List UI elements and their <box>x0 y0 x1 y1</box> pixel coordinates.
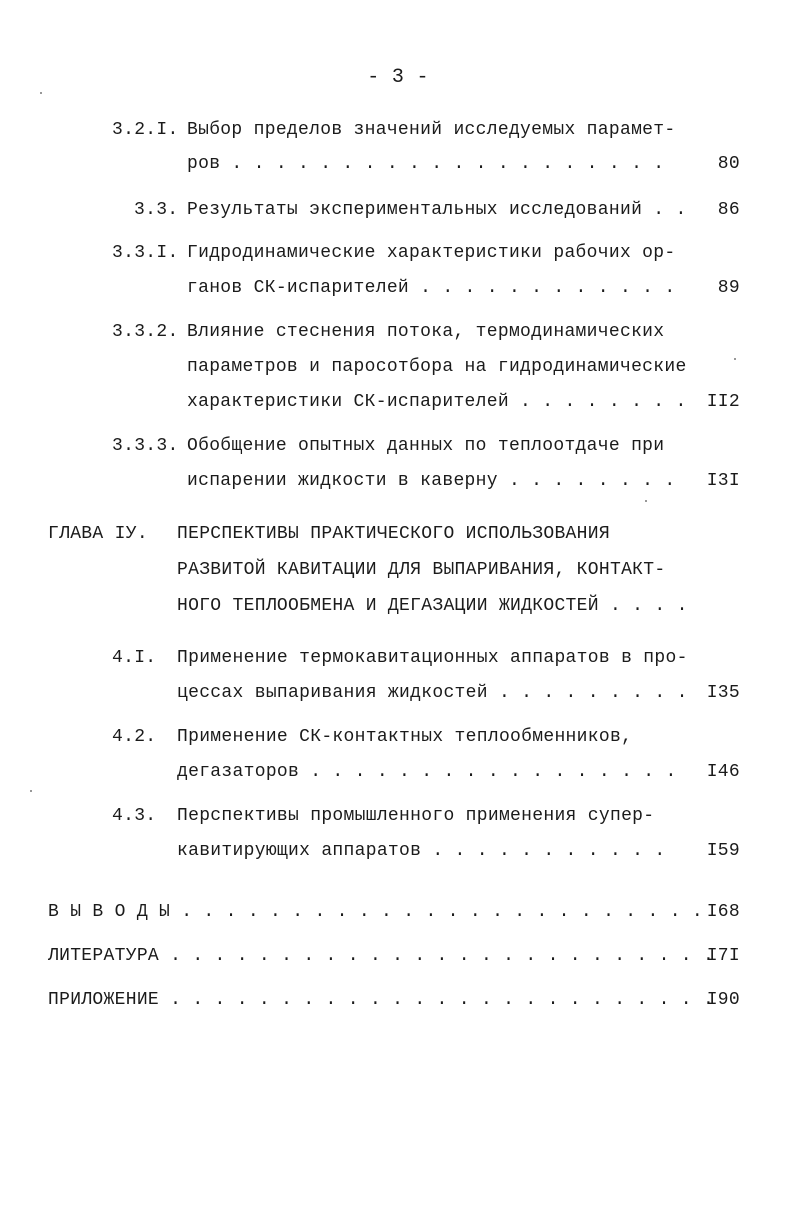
entry-title-line: В Ы В О Д Ы . . . . . . . . . . . . . . . . . . . . . . . . <box>48 902 704 922</box>
page-ref: I46 <box>706 762 740 782</box>
chapter-title-line: РАЗВИТОЙ КАВИТАЦИИ ДЛЯ ВЫПАРИВАНИЯ, КОНТАКТ- <box>177 560 666 580</box>
page-ref: I3I <box>706 471 740 491</box>
scan-speck <box>645 500 647 502</box>
chapter-number: ГЛАВА IУ. <box>48 524 148 544</box>
page-ref: 86 <box>717 200 740 220</box>
page-ref: 80 <box>717 154 740 174</box>
entry-title-line: ров . . . . . . . . . . . . . . . . . . . . <box>187 154 665 174</box>
entry-title-line: характеристики СК-испарителей . . . . . . . . <box>187 392 687 412</box>
entry-title-line: Применение термокавитационных аппаратов в про- <box>177 648 688 668</box>
entry-title-line: Гидродинамические характеристики рабочих ор- <box>187 243 676 263</box>
entry-title-line: Результаты экспериментальных исследований . . <box>187 200 687 220</box>
page-ref: I7I <box>706 946 740 966</box>
entry-title-line: Обобщение опытных данных по теплоотдаче при <box>187 436 665 456</box>
section-number: 3.2.I. <box>112 120 179 140</box>
page-ref: I90 <box>706 990 740 1010</box>
section-number: 4.3. <box>112 806 157 826</box>
section-number: 3.3. <box>134 200 179 220</box>
page-ref: 89 <box>717 278 740 298</box>
entry-title-line: Выбор пределов значений исследуемых парамет- <box>187 120 676 140</box>
entry-title-line: испарении жидкости в каверну . . . . . . . . <box>187 471 676 491</box>
entry-title-line: дегазаторов . . . . . . . . . . . . . . . . . <box>177 762 677 782</box>
section-number: 3.3.2. <box>112 322 179 342</box>
section-number: 3.3.I. <box>112 243 179 263</box>
entry-title-line: Применение СК-контактных теплообменников, <box>177 727 633 747</box>
chapter-title-line: НОГО ТЕПЛООБМЕНА И ДЕГАЗАЦИИ ЖИДКОСТЕЙ . . . . <box>177 596 688 616</box>
entry-title-line: кавитирующих аппаратов . . . . . . . . . . . <box>177 841 666 861</box>
scan-speck <box>40 92 42 94</box>
chapter-title-line: ПЕРСПЕКТИВЫ ПРАКТИЧЕСКОГО ИСПОЛЬЗОВАНИЯ <box>177 524 610 544</box>
entry-title-line: ганов СК-испарителей . . . . . . . . . . . . <box>187 278 676 298</box>
scan-speck <box>734 358 736 360</box>
page-ref: I68 <box>706 902 740 922</box>
scan-speck <box>30 790 32 792</box>
entry-title-line: ПРИЛОЖЕНИЕ . . . . . . . . . . . . . . . . . . . . . . . . . <box>48 990 715 1010</box>
entry-title-line: цессах выпаривания жидкостей . . . . . . . . . <box>177 683 688 703</box>
page-ref: I35 <box>706 683 740 703</box>
page-number: - 3 - <box>367 66 429 89</box>
section-number: 3.3.3. <box>112 436 179 456</box>
page-ref: I59 <box>706 841 740 861</box>
page-ref: II2 <box>706 392 740 412</box>
section-number: 4.2. <box>112 727 157 747</box>
entry-title-line: Влияние стеснения потока, термодинамических <box>187 322 665 342</box>
entry-title-line: Перспективы промышленного применения супер- <box>177 806 655 826</box>
entry-title-line: параметров и паросотбора на гидродинамические <box>187 357 687 377</box>
entry-title-line: ЛИТЕРАТУРА . . . . . . . . . . . . . . . . . . . . . . . . . <box>48 946 715 966</box>
section-number: 4.I. <box>112 648 157 668</box>
